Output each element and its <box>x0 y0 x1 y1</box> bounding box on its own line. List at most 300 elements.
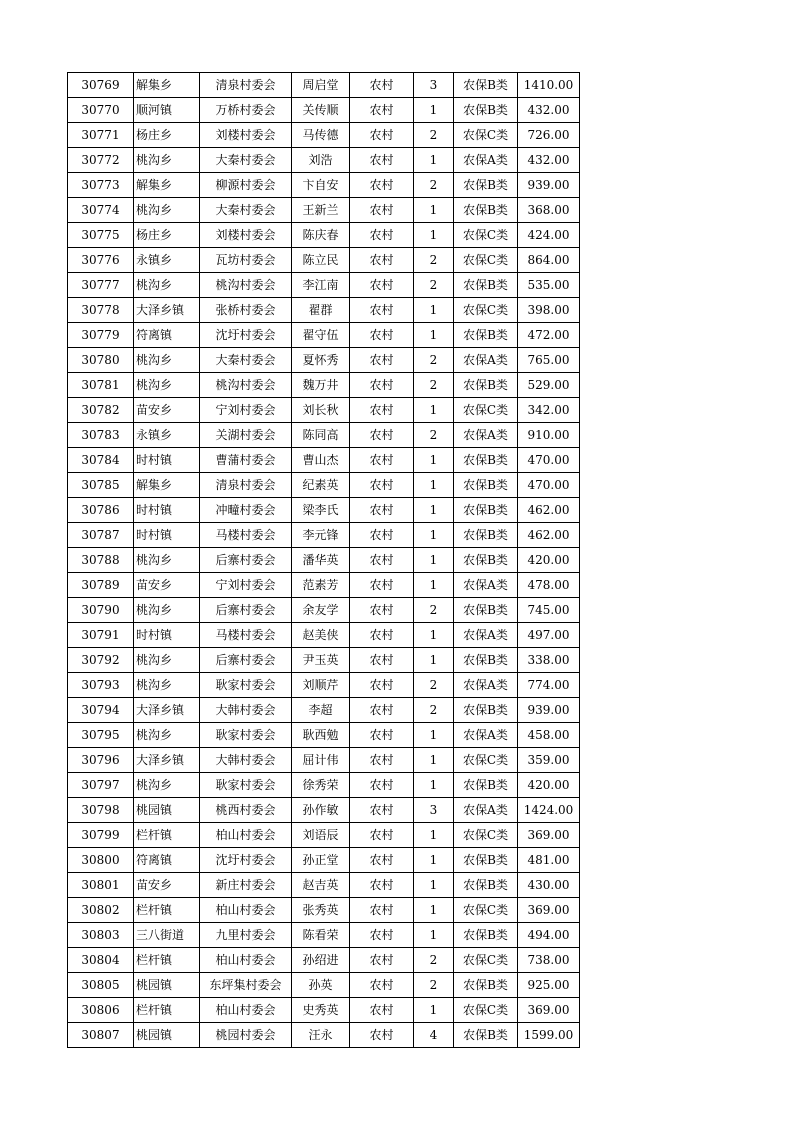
table-row <box>68 173 580 198</box>
person-name-cell: 赵吉英 <box>292 873 350 898</box>
table-row <box>68 673 580 698</box>
insurance-category-cell: 农保B类 <box>454 773 518 798</box>
amount-cell: 462.00 <box>518 498 580 523</box>
insurance-category-cell: 农保B类 <box>454 73 518 98</box>
table-row <box>68 348 580 373</box>
record-id-cell: 30798 <box>68 798 134 823</box>
household-count-cell: 2 <box>414 698 454 723</box>
insurance-category-cell: 农保B类 <box>454 323 518 348</box>
household-count-cell: 2 <box>414 598 454 623</box>
amount-cell: 420.00 <box>518 548 580 573</box>
residence-type-cell: 农村 <box>350 548 414 573</box>
amount-cell: 1424.00 <box>518 798 580 823</box>
village-committee-cell: 新庄村委会 <box>200 873 292 898</box>
table-row <box>68 198 580 223</box>
household-count-cell: 3 <box>414 73 454 98</box>
amount-cell: 774.00 <box>518 673 580 698</box>
table-row <box>68 873 580 898</box>
household-count-cell: 1 <box>414 723 454 748</box>
amount-cell: 864.00 <box>518 248 580 273</box>
township-cell: 桃园镇 <box>134 1023 200 1048</box>
township-cell: 永镇乡 <box>134 423 200 448</box>
insurance-category-cell: 农保B类 <box>454 523 518 548</box>
township-cell: 解集乡 <box>134 73 200 98</box>
table-row <box>68 273 580 298</box>
person-name-cell: 余友学 <box>292 598 350 623</box>
person-name-cell: 耿西勉 <box>292 723 350 748</box>
township-cell: 苗安乡 <box>134 873 200 898</box>
table-row <box>68 898 580 923</box>
village-committee-cell: 大秦村委会 <box>200 348 292 373</box>
household-count-cell: 1 <box>414 748 454 773</box>
table-row <box>68 798 580 823</box>
insurance-category-cell: 农保B类 <box>454 848 518 873</box>
amount-cell: 432.00 <box>518 148 580 173</box>
amount-cell: 430.00 <box>518 873 580 898</box>
village-committee-cell: 刘楼村委会 <box>200 123 292 148</box>
person-name-cell: 孙作敏 <box>292 798 350 823</box>
township-cell: 苗安乡 <box>134 398 200 423</box>
village-committee-cell: 桃西村委会 <box>200 798 292 823</box>
village-committee-cell: 冲疃村委会 <box>200 498 292 523</box>
record-id-cell: 30779 <box>68 323 134 348</box>
record-id-cell: 30776 <box>68 248 134 273</box>
table-row <box>68 823 580 848</box>
person-name-cell: 陈立民 <box>292 248 350 273</box>
village-committee-cell: 后寨村委会 <box>200 648 292 673</box>
household-count-cell: 1 <box>414 998 454 1023</box>
household-count-cell: 1 <box>414 223 454 248</box>
village-committee-cell: 柏山村委会 <box>200 948 292 973</box>
household-count-cell: 4 <box>414 1023 454 1048</box>
household-count-cell: 1 <box>414 148 454 173</box>
residence-type-cell: 农村 <box>350 698 414 723</box>
township-cell: 桃沟乡 <box>134 598 200 623</box>
table-row <box>68 73 580 98</box>
household-count-cell: 1 <box>414 198 454 223</box>
residence-type-cell: 农村 <box>350 598 414 623</box>
residence-type-cell: 农村 <box>350 348 414 373</box>
person-name-cell: 刘浩 <box>292 148 350 173</box>
residence-type-cell: 农村 <box>350 973 414 998</box>
table-body <box>68 73 580 1048</box>
household-count-cell: 1 <box>414 548 454 573</box>
table-row <box>68 623 580 648</box>
household-count-cell: 1 <box>414 873 454 898</box>
record-id-cell: 30790 <box>68 598 134 623</box>
table-row <box>68 723 580 748</box>
table-row <box>68 148 580 173</box>
amount-cell: 462.00 <box>518 523 580 548</box>
person-name-cell: 关传顺 <box>292 98 350 123</box>
insurance-category-cell: 农保B类 <box>454 198 518 223</box>
table-row <box>68 848 580 873</box>
person-name-cell: 陈同高 <box>292 423 350 448</box>
residence-type-cell: 农村 <box>350 223 414 248</box>
residence-type-cell: 农村 <box>350 123 414 148</box>
table-row <box>68 98 580 123</box>
household-count-cell: 1 <box>414 498 454 523</box>
amount-cell: 432.00 <box>518 98 580 123</box>
township-cell: 大泽乡镇 <box>134 298 200 323</box>
residence-type-cell: 农村 <box>350 573 414 598</box>
insurance-category-cell: 农保B类 <box>454 1023 518 1048</box>
record-id-cell: 30795 <box>68 723 134 748</box>
amount-cell: 398.00 <box>518 298 580 323</box>
record-id-cell: 30782 <box>68 398 134 423</box>
residence-type-cell: 农村 <box>350 323 414 348</box>
residence-type-cell: 农村 <box>350 373 414 398</box>
insurance-category-cell: 农保B类 <box>454 923 518 948</box>
household-count-cell: 2 <box>414 348 454 373</box>
record-id-cell: 30792 <box>68 648 134 673</box>
table-row <box>68 973 580 998</box>
village-committee-cell: 桃园村委会 <box>200 1023 292 1048</box>
amount-cell: 424.00 <box>518 223 580 248</box>
insurance-category-cell: 农保B类 <box>454 173 518 198</box>
residence-type-cell: 农村 <box>350 1023 414 1048</box>
village-committee-cell: 沈圩村委会 <box>200 848 292 873</box>
insurance-category-cell: 农保C类 <box>454 898 518 923</box>
household-count-cell: 1 <box>414 898 454 923</box>
village-committee-cell: 耿家村委会 <box>200 773 292 798</box>
amount-cell: 359.00 <box>518 748 580 773</box>
record-id-cell: 30807 <box>68 1023 134 1048</box>
village-committee-cell: 宁刘村委会 <box>200 573 292 598</box>
person-name-cell: 张秀英 <box>292 898 350 923</box>
village-committee-cell: 宁刘村委会 <box>200 398 292 423</box>
amount-cell: 458.00 <box>518 723 580 748</box>
person-name-cell: 李江南 <box>292 273 350 298</box>
residence-type-cell: 农村 <box>350 173 414 198</box>
person-name-cell: 尹玉英 <box>292 648 350 673</box>
amount-cell: 472.00 <box>518 323 580 348</box>
village-committee-cell: 东坪集村委会 <box>200 973 292 998</box>
table-row <box>68 323 580 348</box>
insurance-category-cell: 农保A类 <box>454 573 518 598</box>
township-cell: 桃沟乡 <box>134 723 200 748</box>
amount-cell: 726.00 <box>518 123 580 148</box>
insurance-category-cell: 农保B类 <box>454 98 518 123</box>
table-row <box>68 373 580 398</box>
insurance-category-cell: 农保B类 <box>454 698 518 723</box>
table-row <box>68 448 580 473</box>
village-committee-cell: 桃沟村委会 <box>200 373 292 398</box>
record-id-cell: 30789 <box>68 573 134 598</box>
residence-type-cell: 农村 <box>350 848 414 873</box>
amount-cell: 470.00 <box>518 473 580 498</box>
household-count-cell: 1 <box>414 923 454 948</box>
table-row <box>68 773 580 798</box>
person-name-cell: 徐秀荣 <box>292 773 350 798</box>
township-cell: 栏杆镇 <box>134 998 200 1023</box>
record-id-cell: 30801 <box>68 873 134 898</box>
amount-cell: 939.00 <box>518 173 580 198</box>
village-committee-cell: 大秦村委会 <box>200 198 292 223</box>
township-cell: 栏杆镇 <box>134 823 200 848</box>
household-count-cell: 1 <box>414 323 454 348</box>
table-row <box>68 523 580 548</box>
record-id-cell: 30786 <box>68 498 134 523</box>
insurance-category-cell: 农保C类 <box>454 398 518 423</box>
household-count-cell: 1 <box>414 773 454 798</box>
household-count-cell: 1 <box>414 398 454 423</box>
table-row <box>68 248 580 273</box>
person-name-cell: 马传德 <box>292 123 350 148</box>
amount-cell: 535.00 <box>518 273 580 298</box>
village-committee-cell: 耿家村委会 <box>200 673 292 698</box>
township-cell: 桃沟乡 <box>134 273 200 298</box>
residence-type-cell: 农村 <box>350 198 414 223</box>
household-count-cell: 2 <box>414 273 454 298</box>
record-id-cell: 30797 <box>68 773 134 798</box>
insurance-category-cell: 农保B类 <box>454 973 518 998</box>
insurance-category-cell: 农保A类 <box>454 723 518 748</box>
record-id-cell: 30804 <box>68 948 134 973</box>
village-committee-cell: 后寨村委会 <box>200 548 292 573</box>
township-cell: 桃沟乡 <box>134 148 200 173</box>
residence-type-cell: 农村 <box>350 648 414 673</box>
township-cell: 解集乡 <box>134 173 200 198</box>
village-committee-cell: 柏山村委会 <box>200 823 292 848</box>
township-cell: 桃沟乡 <box>134 348 200 373</box>
residence-type-cell: 农村 <box>350 523 414 548</box>
person-name-cell: 周启堂 <box>292 73 350 98</box>
record-id-cell: 30796 <box>68 748 134 773</box>
household-count-cell: 1 <box>414 823 454 848</box>
record-id-cell: 30783 <box>68 423 134 448</box>
record-id-cell: 30802 <box>68 898 134 923</box>
township-cell: 桃沟乡 <box>134 648 200 673</box>
table-row <box>68 998 580 1023</box>
table-row <box>68 948 580 973</box>
township-cell: 桃沟乡 <box>134 673 200 698</box>
household-count-cell: 1 <box>414 298 454 323</box>
insurance-category-cell: 农保A类 <box>454 798 518 823</box>
residence-type-cell: 农村 <box>350 148 414 173</box>
table-row <box>68 923 580 948</box>
amount-cell: 910.00 <box>518 423 580 448</box>
record-id-cell: 30800 <box>68 848 134 873</box>
record-id-cell: 30769 <box>68 73 134 98</box>
record-id-cell: 30787 <box>68 523 134 548</box>
insurance-category-cell: 农保B类 <box>454 598 518 623</box>
record-id-cell: 30778 <box>68 298 134 323</box>
record-id-cell: 30799 <box>68 823 134 848</box>
village-committee-cell: 清泉村委会 <box>200 73 292 98</box>
household-count-cell: 2 <box>414 123 454 148</box>
amount-cell: 925.00 <box>518 973 580 998</box>
record-id-cell: 30781 <box>68 373 134 398</box>
township-cell: 时村镇 <box>134 448 200 473</box>
person-name-cell: 王新兰 <box>292 198 350 223</box>
person-name-cell: 刘顺芹 <box>292 673 350 698</box>
amount-cell: 529.00 <box>518 373 580 398</box>
household-count-cell: 2 <box>414 673 454 698</box>
village-committee-cell: 曹蒲村委会 <box>200 448 292 473</box>
residence-type-cell: 农村 <box>350 623 414 648</box>
township-cell: 桃园镇 <box>134 798 200 823</box>
insurance-category-cell: 农保B类 <box>454 373 518 398</box>
record-id-cell: 30784 <box>68 448 134 473</box>
amount-cell: 738.00 <box>518 948 580 973</box>
insurance-category-cell: 农保A类 <box>454 423 518 448</box>
township-cell: 大泽乡镇 <box>134 748 200 773</box>
residence-type-cell: 农村 <box>350 298 414 323</box>
insurance-category-cell: 农保B类 <box>454 648 518 673</box>
person-name-cell: 魏万井 <box>292 373 350 398</box>
table-row <box>68 1023 580 1048</box>
household-count-cell: 3 <box>414 798 454 823</box>
household-count-cell: 1 <box>414 573 454 598</box>
amount-cell: 342.00 <box>518 398 580 423</box>
township-cell: 栏杆镇 <box>134 898 200 923</box>
township-cell: 符离镇 <box>134 848 200 873</box>
residence-type-cell: 农村 <box>350 423 414 448</box>
table-row <box>68 298 580 323</box>
township-cell: 桃沟乡 <box>134 548 200 573</box>
record-id-cell: 30788 <box>68 548 134 573</box>
township-cell: 苗安乡 <box>134 573 200 598</box>
township-cell: 杨庄乡 <box>134 123 200 148</box>
insurance-category-cell: 农保B类 <box>454 473 518 498</box>
residence-type-cell: 农村 <box>350 498 414 523</box>
village-committee-cell: 大韩村委会 <box>200 698 292 723</box>
record-id-cell: 30785 <box>68 473 134 498</box>
household-count-cell: 1 <box>414 473 454 498</box>
person-name-cell: 卞自安 <box>292 173 350 198</box>
amount-cell: 338.00 <box>518 648 580 673</box>
residence-type-cell: 农村 <box>350 923 414 948</box>
beneficiary-table <box>67 72 580 1048</box>
table-row <box>68 498 580 523</box>
person-name-cell: 梁李氏 <box>292 498 350 523</box>
insurance-category-cell: 农保A类 <box>454 673 518 698</box>
table-row <box>68 423 580 448</box>
household-count-cell: 1 <box>414 98 454 123</box>
table-row <box>68 748 580 773</box>
person-name-cell: 潘华英 <box>292 548 350 573</box>
insurance-category-cell: 农保A类 <box>454 148 518 173</box>
residence-type-cell: 农村 <box>350 898 414 923</box>
insurance-category-cell: 农保B类 <box>454 548 518 573</box>
village-committee-cell: 桃沟村委会 <box>200 273 292 298</box>
township-cell: 时村镇 <box>134 623 200 648</box>
amount-cell: 478.00 <box>518 573 580 598</box>
record-id-cell: 30803 <box>68 923 134 948</box>
insurance-category-cell: 农保B类 <box>454 498 518 523</box>
person-name-cell: 范素芳 <box>292 573 350 598</box>
township-cell: 顺河镇 <box>134 98 200 123</box>
township-cell: 三八街道 <box>134 923 200 948</box>
household-count-cell: 1 <box>414 623 454 648</box>
insurance-category-cell: 农保A类 <box>454 623 518 648</box>
table-row <box>68 548 580 573</box>
residence-type-cell: 农村 <box>350 748 414 773</box>
township-cell: 桃沟乡 <box>134 773 200 798</box>
person-name-cell: 孙绍进 <box>292 948 350 973</box>
person-name-cell: 翟守伍 <box>292 323 350 348</box>
residence-type-cell: 农村 <box>350 448 414 473</box>
table-row <box>68 123 580 148</box>
residence-type-cell: 农村 <box>350 998 414 1023</box>
table-row <box>68 473 580 498</box>
township-cell: 栏杆镇 <box>134 948 200 973</box>
residence-type-cell: 农村 <box>350 723 414 748</box>
village-committee-cell: 万桥村委会 <box>200 98 292 123</box>
record-id-cell: 30772 <box>68 148 134 173</box>
insurance-category-cell: 农保B类 <box>454 873 518 898</box>
village-committee-cell: 张桥村委会 <box>200 298 292 323</box>
person-name-cell: 纪素英 <box>292 473 350 498</box>
township-cell: 时村镇 <box>134 523 200 548</box>
household-count-cell: 2 <box>414 973 454 998</box>
record-id-cell: 30770 <box>68 98 134 123</box>
record-id-cell: 30806 <box>68 998 134 1023</box>
person-name-cell: 赵美侠 <box>292 623 350 648</box>
village-committee-cell: 后寨村委会 <box>200 598 292 623</box>
insurance-category-cell: 农保C类 <box>454 948 518 973</box>
table-row <box>68 573 580 598</box>
amount-cell: 420.00 <box>518 773 580 798</box>
village-committee-cell: 大韩村委会 <box>200 748 292 773</box>
township-cell: 永镇乡 <box>134 248 200 273</box>
record-id-cell: 30774 <box>68 198 134 223</box>
amount-cell: 470.00 <box>518 448 580 473</box>
person-name-cell: 夏怀秀 <box>292 348 350 373</box>
village-committee-cell: 耿家村委会 <box>200 723 292 748</box>
residence-type-cell: 农村 <box>350 873 414 898</box>
household-count-cell: 2 <box>414 948 454 973</box>
residence-type-cell: 农村 <box>350 473 414 498</box>
village-committee-cell: 马楼村委会 <box>200 523 292 548</box>
village-committee-cell: 清泉村委会 <box>200 473 292 498</box>
household-count-cell: 2 <box>414 248 454 273</box>
household-count-cell: 2 <box>414 173 454 198</box>
village-committee-cell: 马楼村委会 <box>200 623 292 648</box>
person-name-cell: 汪永 <box>292 1023 350 1048</box>
table-row <box>68 698 580 723</box>
village-committee-cell: 柏山村委会 <box>200 998 292 1023</box>
village-committee-cell: 柏山村委会 <box>200 898 292 923</box>
township-cell: 桃沟乡 <box>134 373 200 398</box>
person-name-cell: 史秀英 <box>292 998 350 1023</box>
insurance-category-cell: 农保C类 <box>454 248 518 273</box>
township-cell: 桃园镇 <box>134 973 200 998</box>
township-cell: 时村镇 <box>134 498 200 523</box>
record-id-cell: 30771 <box>68 123 134 148</box>
record-id-cell: 30777 <box>68 273 134 298</box>
village-committee-cell: 关湖村委会 <box>200 423 292 448</box>
village-committee-cell: 九里村委会 <box>200 923 292 948</box>
household-count-cell: 1 <box>414 523 454 548</box>
village-committee-cell: 瓦坊村委会 <box>200 248 292 273</box>
household-count-cell: 1 <box>414 448 454 473</box>
household-count-cell: 1 <box>414 848 454 873</box>
table-row <box>68 598 580 623</box>
person-name-cell: 曹山杰 <box>292 448 350 473</box>
amount-cell: 369.00 <box>518 998 580 1023</box>
household-count-cell: 1 <box>414 648 454 673</box>
person-name-cell: 陈看荣 <box>292 923 350 948</box>
township-cell: 桃沟乡 <box>134 198 200 223</box>
amount-cell: 494.00 <box>518 923 580 948</box>
record-id-cell: 30780 <box>68 348 134 373</box>
amount-cell: 481.00 <box>518 848 580 873</box>
residence-type-cell: 农村 <box>350 398 414 423</box>
person-name-cell: 孙正堂 <box>292 848 350 873</box>
insurance-category-cell: 农保B类 <box>454 448 518 473</box>
